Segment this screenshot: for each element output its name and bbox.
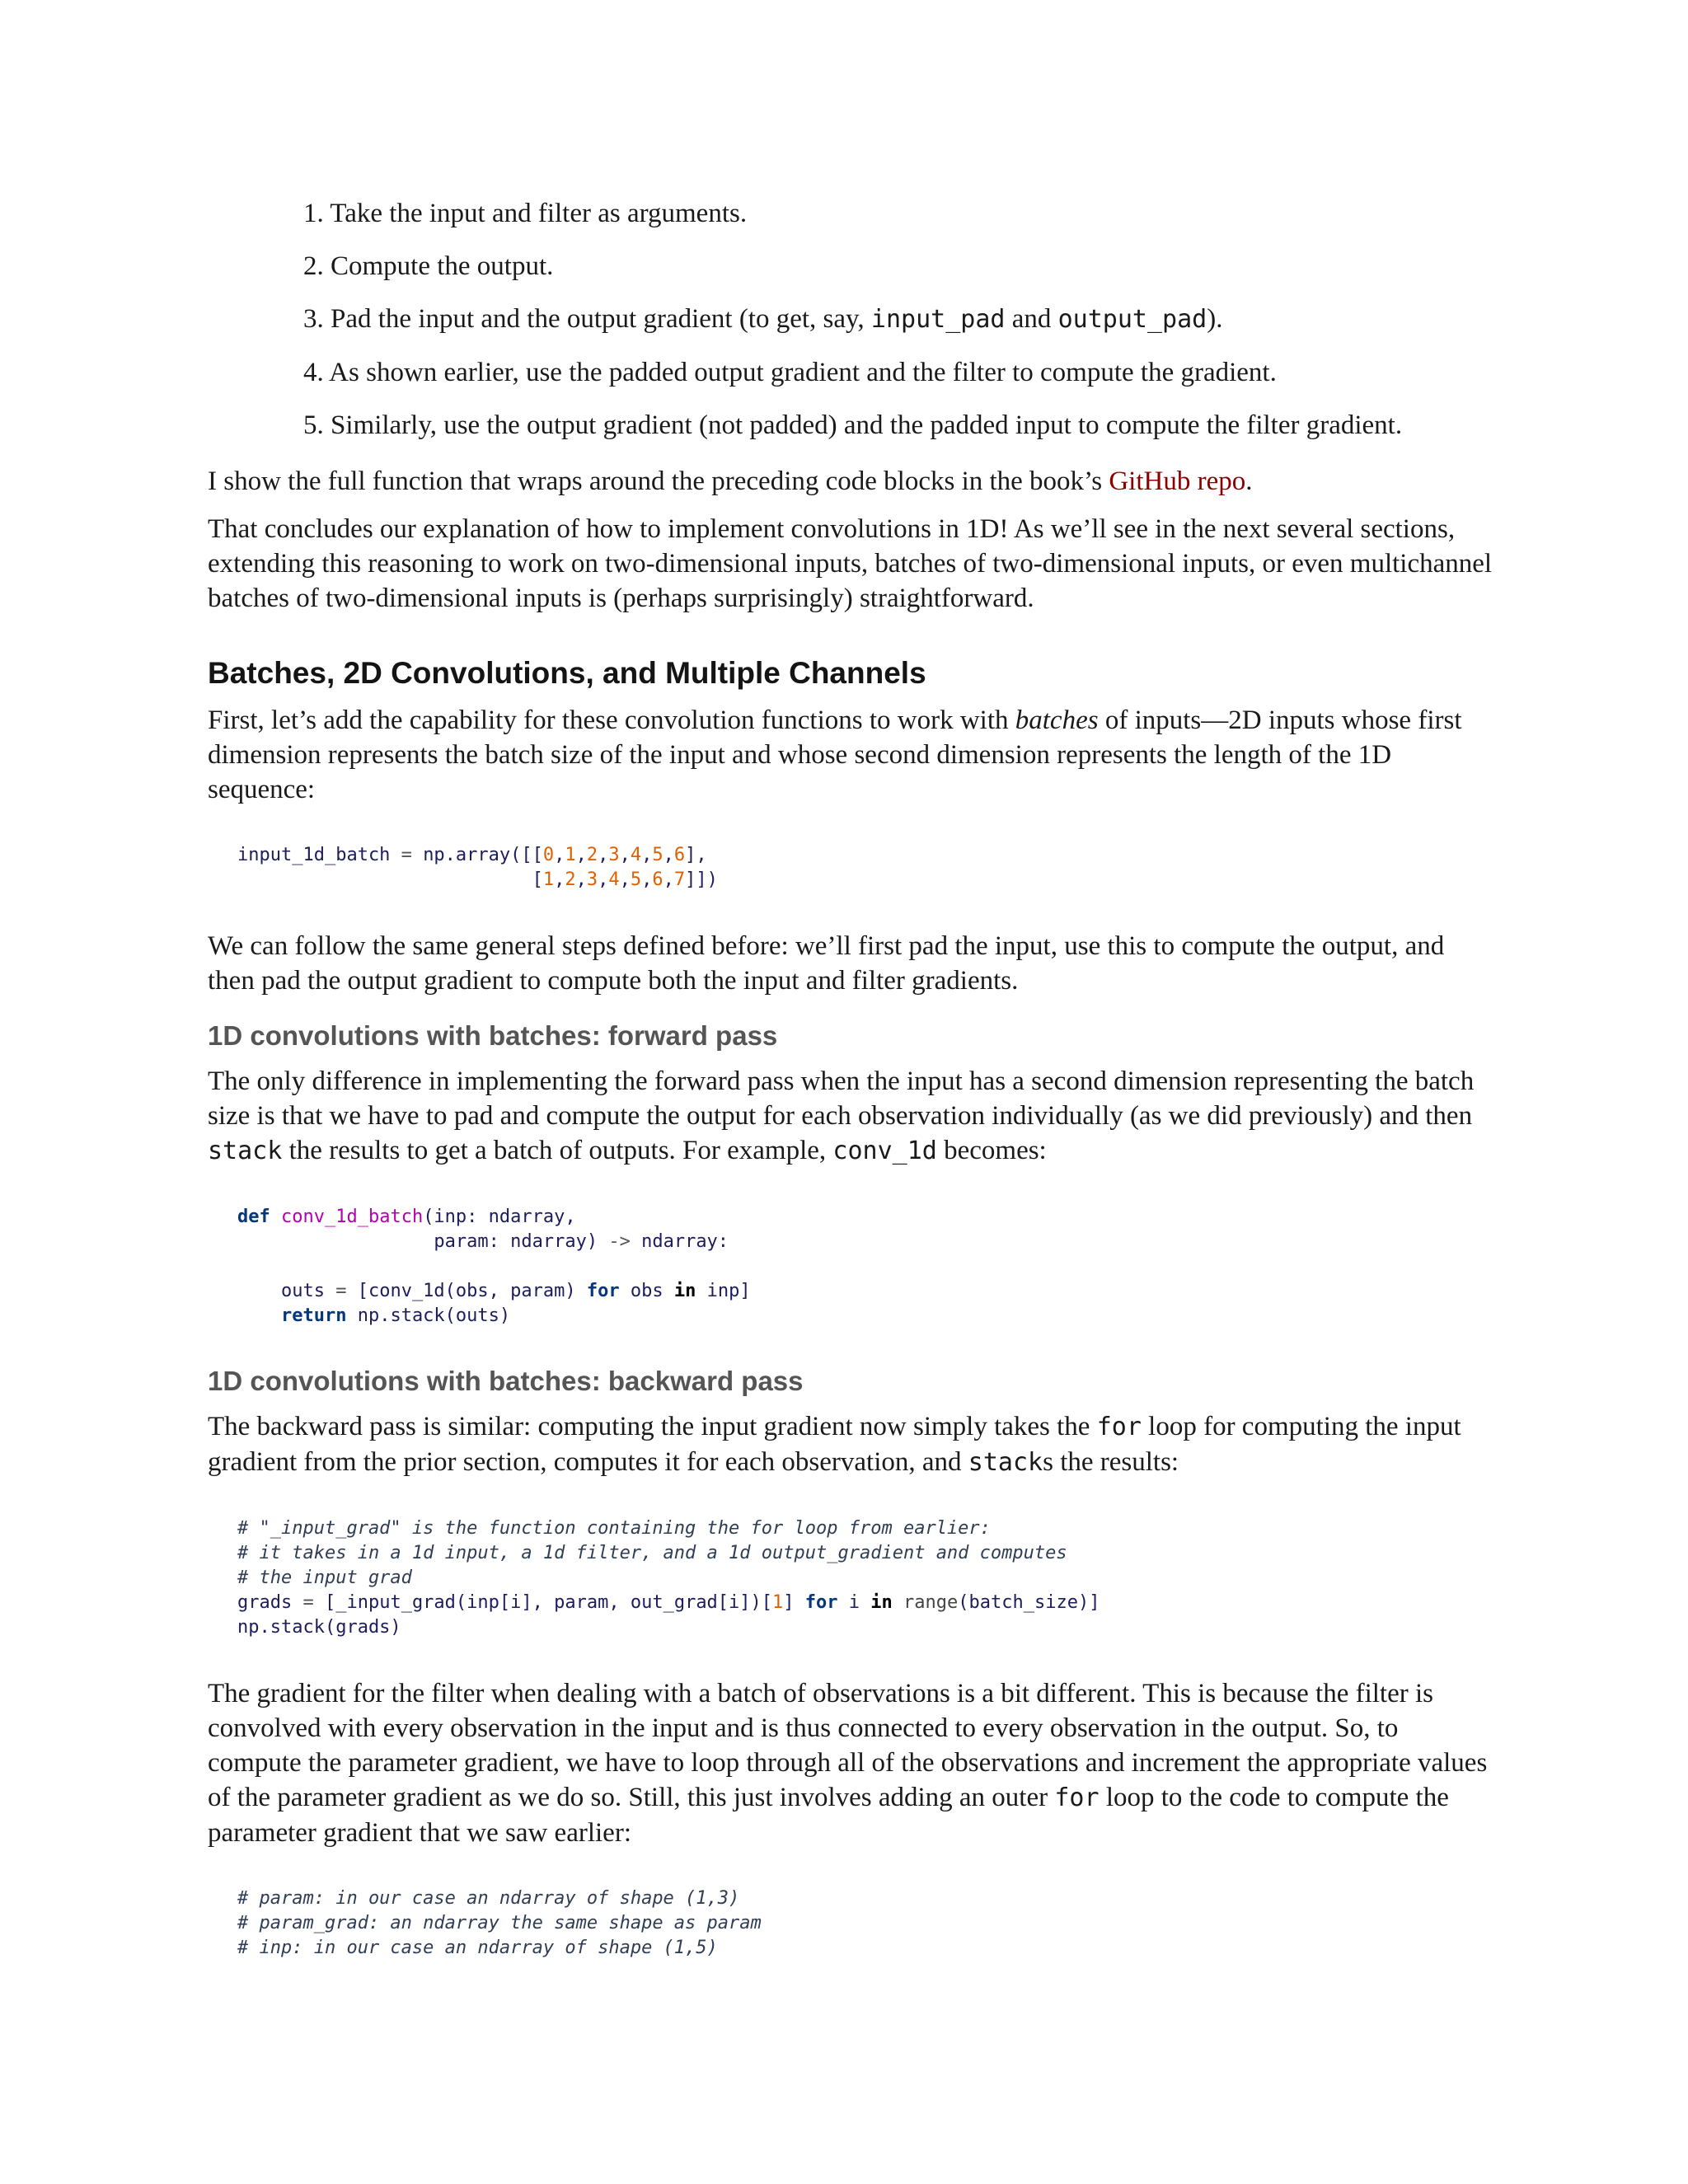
- code-token: ]: [783, 1592, 805, 1613]
- paragraph-text: The only difference in implementing the forward pass when the input has a second dimension representing the batch size is that we have to pad and compute the output for each observation individually (as we did previously) and then: [208, 1066, 1475, 1131]
- code-token: [237, 1231, 434, 1252]
- step-1: 1. Take the input and filter as arguments.: [303, 199, 748, 228]
- inline-code: for: [1054, 1783, 1100, 1812]
- code-token: =: [390, 845, 424, 865]
- step-4: 4. As shown earlier, use the padded output gradient and the filter to compute the gradient.: [303, 358, 1277, 387]
- code-token: i: [837, 1592, 871, 1613]
- inline-code: stack: [968, 1448, 1043, 1477]
- code-token: grads: [237, 1592, 303, 1613]
- step-3-text: 3. Pad the input and the output gradient (to get, say,: [303, 304, 871, 334]
- code-token: np.array([[: [423, 845, 543, 865]
- code-token: [: [237, 869, 543, 890]
- github-repo-link[interactable]: GitHub repo: [1109, 466, 1246, 496]
- code-token: =: [302, 1592, 314, 1613]
- subsection-heading-backward: 1D convolutions with batches: backward pass: [208, 1366, 804, 1396]
- code-number: 3: [586, 869, 598, 890]
- code-number: 4: [630, 845, 642, 865]
- code-token: param: ndarray): [434, 1231, 609, 1252]
- step-3-text: and: [1005, 304, 1058, 334]
- paragraph-text: I show the full function that wraps around the preceding code blocks in the book’s: [208, 466, 1109, 496]
- code-token: obs: [619, 1281, 674, 1301]
- inline-code: for: [1096, 1413, 1142, 1441]
- code-number: 0: [542, 845, 555, 865]
- code-block-conv-1d-batch: [237, 1205, 1493, 1329]
- code-token: ]]): [685, 869, 718, 890]
- step-2: 2. Compute the output.: [303, 251, 554, 281]
- code-comment: # param: in our case an ndarray of shape (1,3): [237, 1888, 740, 1909]
- code-number: 5: [652, 845, 663, 865]
- code-comment: # the input grad: [237, 1568, 412, 1588]
- code-token: np.stack(outs): [346, 1305, 511, 1326]
- code-block-param-grad: [237, 1886, 1493, 1961]
- code-number: 6: [673, 845, 686, 865]
- inline-code: conv_1d: [832, 1137, 937, 1165]
- code-block-input-batch: input_1d_batch = np.array([[0,1,2,3,4,5,6], [1,2,3,4,5,6,7]]): [237, 845, 718, 890]
- code-number: 7: [673, 869, 686, 890]
- steps-list: [208, 196, 1493, 443]
- code-number: 1: [542, 869, 555, 890]
- paragraph-filter: [208, 1676, 1493, 1850]
- emphasis: batches: [1015, 705, 1099, 735]
- step-5: 5. Similarly, use the output gradient (not padded) and the padded input to compute the filter gradient.: [303, 410, 1403, 440]
- code-function-name: conv_1d_batch: [281, 1207, 424, 1227]
- code-number: 2: [565, 869, 576, 890]
- code-token: ],: [685, 845, 707, 865]
- code-block-input-grad: [237, 1516, 1493, 1640]
- paragraph-forward: [208, 1064, 1493, 1169]
- paragraph-text: s the results:: [1043, 1447, 1179, 1477]
- code-keyword: in: [870, 1592, 893, 1613]
- paragraph-text: loop to the code to compute the parameter gradient that we saw earlier:: [208, 1783, 1449, 1848]
- inline-code: input_pad: [870, 305, 1006, 334]
- inline-code: output_pad: [1057, 305, 1207, 334]
- code-keyword: for: [586, 1281, 620, 1301]
- code-keyword: return: [280, 1305, 347, 1326]
- code-keyword: def: [237, 1207, 270, 1227]
- code-number: 3: [608, 845, 620, 865]
- paragraph-text: First, let’s add the capability for these convolution functions to work with: [208, 705, 1015, 735]
- paragraph-text: .: [1245, 466, 1253, 496]
- code-token: =: [335, 1281, 347, 1301]
- paragraph-conclude: That concludes our explanation of how to implement convolutions in 1D! As we’ll see in the next several sections, extending this reasoning to work on two-dimensional inputs, batches of two-dimensional inputs, or even multichannel batches of two-dimensional inputs is (perhaps surprisingly) straightforward.: [208, 514, 1493, 613]
- code-comment: # it takes in a 1d input, a 1d filter, and a 1d output_gradient and computes: [237, 1543, 1067, 1563]
- code-number: 6: [652, 869, 663, 890]
- code-token: [_input_grad(inp[i], param, out_grad[i])[: [313, 1592, 773, 1613]
- code-comment: # inp: in our case an ndarray of shape (1,5): [237, 1938, 718, 1958]
- code-number: 5: [630, 869, 642, 890]
- paragraph-text: becomes:: [936, 1136, 1047, 1165]
- paragraph-text: of inputs—2D inputs whose first dimension represents the batch size of the input and whose second dimension represents the length of the 1D sequence:: [208, 705, 1462, 804]
- code-keyword: for: [804, 1592, 838, 1613]
- code-number: 2: [586, 845, 598, 865]
- paragraph-backward: [208, 1409, 1493, 1480]
- code-comment: # "_input_grad" is the function containing the for loop from earlier:: [237, 1518, 991, 1539]
- code-token: (batch_size)]: [958, 1592, 1100, 1613]
- code-keyword: in: [673, 1281, 696, 1301]
- paragraph-text: The backward pass is similar: computing the input gradient now simply takes the: [208, 1412, 1097, 1441]
- inline-code: stack: [208, 1137, 283, 1165]
- code-token: outs: [237, 1281, 336, 1301]
- code-token: inp]: [696, 1281, 751, 1301]
- code-builtin: range: [892, 1592, 959, 1613]
- document-page: [208, 0, 1493, 1997]
- code-token: ndarray:: [630, 1231, 729, 1252]
- code-token: ->: [608, 1231, 631, 1252]
- subsection-heading-forward: 1D convolutions with batches: forward pass: [208, 1020, 778, 1051]
- paragraph-follow: We can follow the same general steps defined before: we’ll first pad the input, use this to compute the output, and then pad the output gradient to compute both the input and filter gradients.: [208, 931, 1445, 996]
- code-number: 1: [565, 845, 576, 865]
- code-token: (inp: ndarray,: [423, 1207, 576, 1227]
- code-comment: # param_grad: an ndarray the same shape as param: [237, 1913, 762, 1933]
- paragraph-text: The gradient for the filter when dealing with a batch of observations is a bit different. This is because the filter is convolved with every observation in the input and is thus connected to every observation in the output. So, to compute the parameter gradient, we have to loop through all of the observations and increment the appropriate values of the parameter gradient as we do so. Still, this just involves adding an outer: [208, 1679, 1488, 1812]
- paragraph-repo: [208, 464, 1493, 499]
- step-3: [303, 302, 1493, 337]
- paragraph-text: the results to get a batch of outputs. For example,: [282, 1136, 833, 1165]
- code-token: input_1d_batch: [237, 845, 391, 865]
- paragraph-text: loop for computing the input gradient from the prior section, computes it for each observation, and: [208, 1412, 1461, 1477]
- code-token: [conv_1d(obs, param): [346, 1281, 587, 1301]
- code-number: 1: [772, 1592, 784, 1613]
- section-heading: Batches, 2D Convolutions, and Multiple Channels: [208, 656, 926, 690]
- step-3-text: ).: [1207, 304, 1223, 334]
- code-token: np.stack(grads): [237, 1617, 401, 1638]
- paragraph-batches: [208, 703, 1493, 807]
- code-number: 4: [608, 869, 620, 890]
